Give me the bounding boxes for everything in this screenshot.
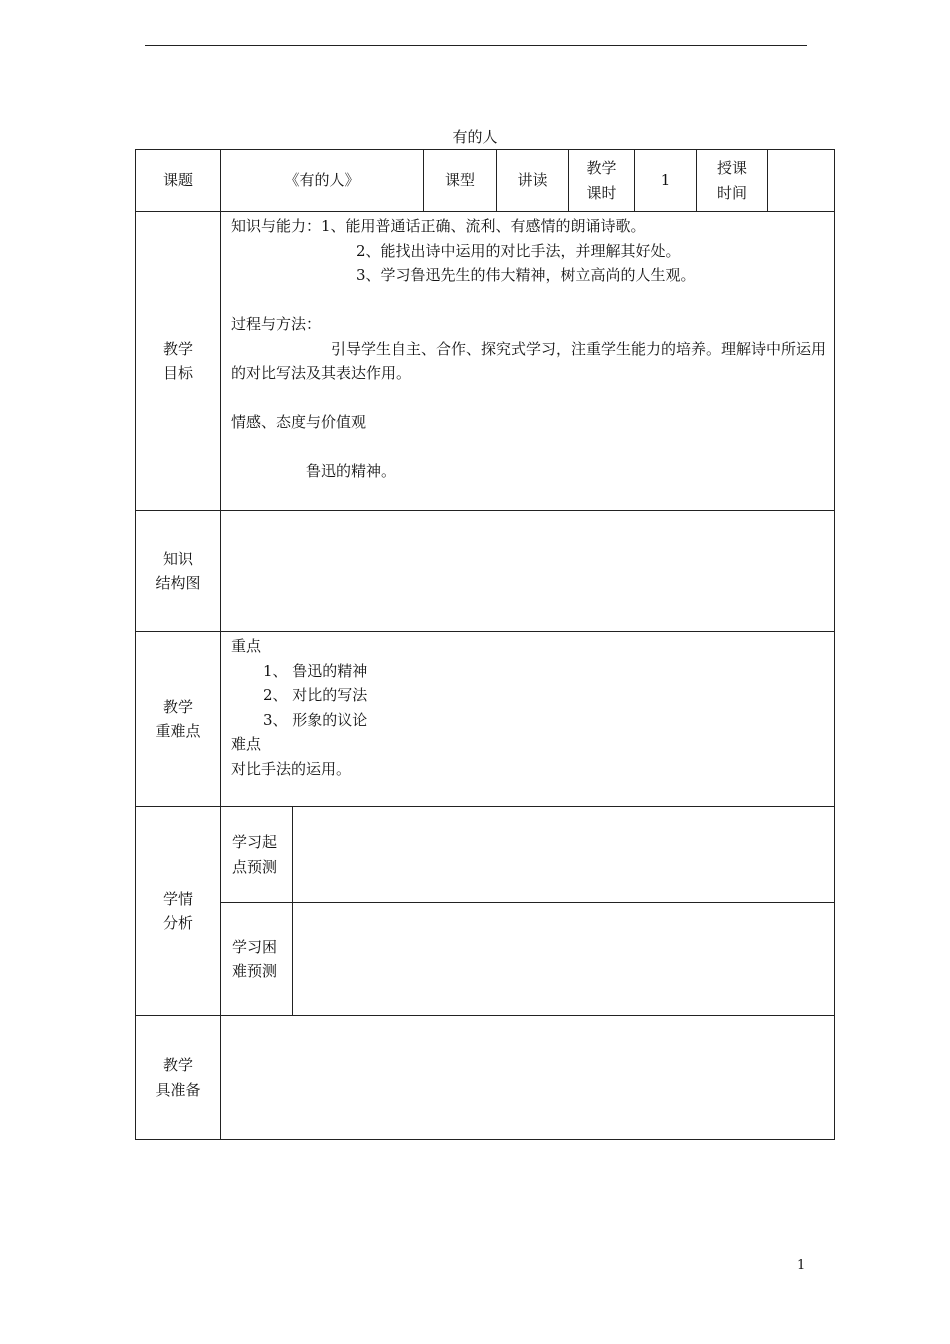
type-value: 讲读 — [497, 150, 569, 212]
hours-label — [569, 150, 635, 212]
difficulty-text: 对比手法的运用。 — [231, 759, 352, 778]
hours-value: 1 — [635, 150, 697, 212]
spacer — [231, 435, 828, 460]
key-points-content — [221, 632, 835, 807]
analysis-start-row — [136, 807, 835, 903]
difficulty-heading: 难点 — [231, 735, 262, 753]
page-number: 1 — [797, 1258, 806, 1273]
focus-heading: 重点 — [231, 637, 262, 655]
objectives-content — [221, 212, 835, 511]
preparation-label-line-2: 具准备 — [155, 1080, 201, 1099]
header-rule — [145, 45, 807, 46]
focus-item: 2、 对比的写法 — [263, 686, 368, 704]
time-value — [768, 150, 835, 212]
difficulty-prediction-label — [221, 903, 293, 1016]
topic-value: 《有的人》 — [221, 150, 424, 212]
document-title: 有的人 — [452, 128, 498, 146]
knowledge-line-1: 知识与能力：1、能用普通话正确、流利、有感情的朗诵诗歌。 — [231, 217, 646, 235]
key-points-label-line-1: 教学 — [162, 697, 193, 716]
start-label-line-2: 点预测 — [232, 857, 278, 876]
spacer — [231, 288, 828, 313]
knowledge-map-label — [136, 511, 221, 632]
analysis-difficulty-row — [136, 903, 835, 1016]
objectives-label-line-1: 教学 — [162, 339, 193, 358]
key-points-label — [136, 632, 221, 807]
key-points-label-line-2: 重难点 — [155, 722, 201, 740]
knowledge-map-content — [221, 511, 835, 632]
difficulty-prediction-content — [293, 903, 835, 1016]
objectives-row — [136, 212, 835, 511]
knowledge-line-3: 3、学习鲁迅先生的伟大精神，树立高尚的人生观。 — [356, 266, 696, 284]
time-label-line-2: 时间 — [717, 183, 748, 202]
type-label: 课型 — [424, 150, 497, 212]
spacer — [231, 386, 828, 411]
analysis-label — [136, 807, 221, 1016]
focus-item: 1、 鲁迅的精神 — [263, 661, 368, 680]
process-heading: 过程与方法： — [231, 315, 322, 333]
knowledge-line-2: 2、能找出诗中运用的对比手法，并理解其好处。 — [356, 241, 681, 260]
objectives-label-line-2: 目标 — [162, 364, 193, 382]
hours-label-line-2: 课时 — [586, 183, 617, 202]
preparation-label — [136, 1016, 221, 1140]
time-label — [697, 150, 768, 212]
lesson-plan-table — [135, 149, 835, 1140]
objectives-label — [136, 212, 221, 511]
time-label-line-1: 授课 — [717, 159, 748, 177]
start-label-line-1: 学习起 — [232, 833, 278, 851]
topic-label: 课题 — [136, 150, 221, 212]
difficulty-label-line-1: 学习困 — [232, 937, 278, 956]
difficulty-label-line-2: 难预测 — [232, 962, 278, 980]
emotion-text: 鲁迅的精神。 — [306, 462, 397, 480]
knowledge-map-label-line-2: 结构图 — [155, 574, 201, 592]
preparation-label-line-1: 教学 — [162, 1056, 193, 1074]
focus-item: 3、 形象的议论 — [263, 710, 368, 729]
knowledge-map-row — [136, 511, 835, 632]
start-prediction-content — [293, 807, 835, 903]
header-row — [136, 150, 835, 212]
preparation-row — [136, 1016, 835, 1140]
key-points-row — [136, 632, 835, 807]
start-prediction-label — [221, 807, 293, 903]
analysis-label-line-1: 学情 — [162, 889, 193, 908]
hours-label-line-1: 教学 — [586, 159, 617, 177]
preparation-content — [221, 1016, 835, 1140]
knowledge-map-label-line-1: 知识 — [162, 549, 193, 568]
analysis-label-line-2: 分析 — [162, 914, 193, 932]
emotion-heading: 情感、态度与价值观 — [231, 413, 367, 431]
process-text: 引导学生自主、合作、探究式学习，注重学生能力的培养。理解诗中所运用的对比写法及其表达作用。 — [231, 339, 827, 382]
